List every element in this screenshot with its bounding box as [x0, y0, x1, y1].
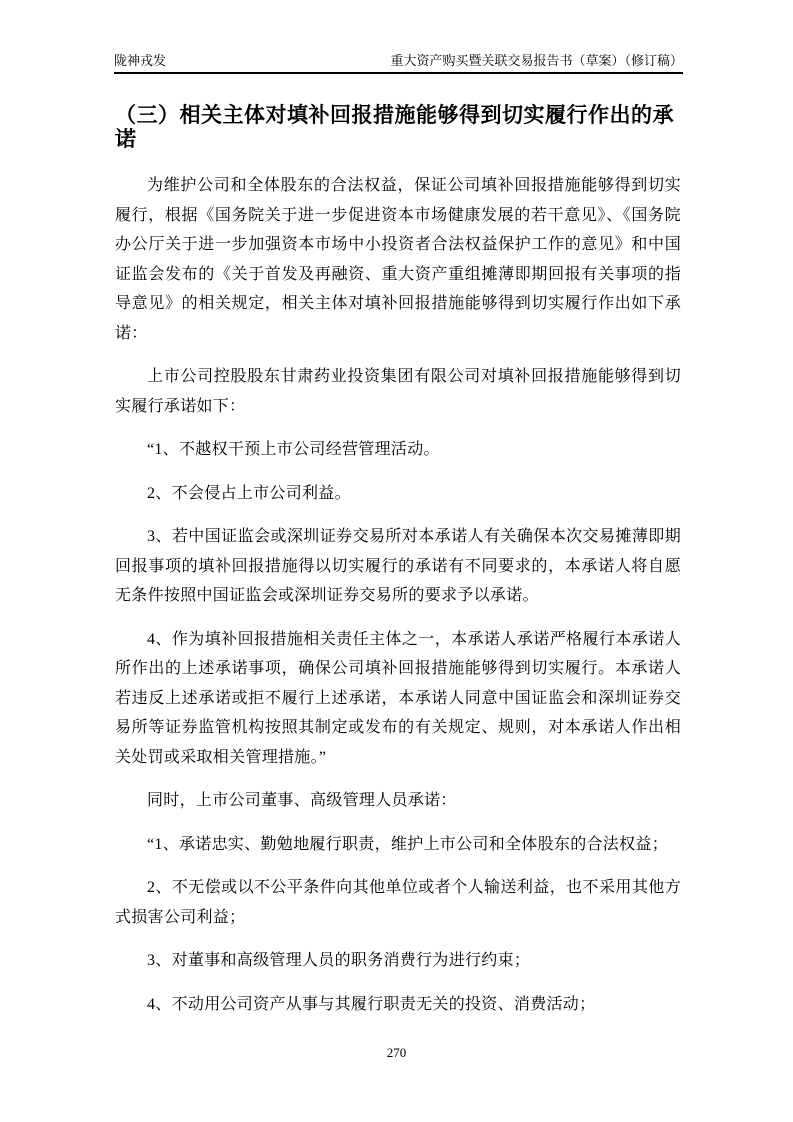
document-body [115, 104, 681, 1019]
body-paragraph: 上市公司控股股东甘肃药业投资集团有限公司对填补回报措施能够得到切实履行承诺如下： [115, 368, 681, 415]
body-paragraph: 4、作为填补回报措施相关责任主体之一，本承诺人承诺严格履行本承诺人所作出的上述承诺事项，确保公司填补回报措施能够得到切实履行。本承诺人若违反上述承诺或拒不履行上述承诺，本承诺人同意中国证监会和深圳证券交易所等证券监管机构按照其制定或发布的有关规定、规则，对本承诺人作出相关处罚或采取相关管理措施。” [115, 630, 681, 766]
body-paragraph: 同时，上市公司董事、高级管理人员承诺： [147, 792, 457, 809]
page-header [114, 0, 683, 74]
body-paragraph: “1、承诺忠实、勤勉地履行职责，维护上市公司和全体股东的合法权益； [147, 835, 669, 853]
body-paragraph: 3、对董事和高级管理人员的职务消费行为进行约束； [147, 952, 531, 969]
body-paragraph: 为维护公司和全体股东的合法权益，保证公司填补回报措施能够得到切实履行，根据《国务院关于进一步促进资本市场健康发展的若干意见》、《国务院办公厅关于进一步加强资本市场中小投资者合法权益保护工作的意见》和中国证监会发布的《关于首发及再融资、重大资产重组摊薄即期回报有关事项的指导意见》的相关规定，相关主体对填补回报措施能够得到切实履行作出如下承诺： [115, 177, 681, 342]
page-number: 270 [386, 1045, 407, 1060]
header-report-title: 重大资产购买暨关联交易报告书（草案）（修订稿） [390, 53, 683, 68]
body-paragraph: 2、不无偿或以不公平条件向其他单位或者个人输送利益，也不采用其他方式损害公司利益； [115, 879, 681, 926]
header-company-name: 陇神戎发 [114, 53, 167, 68]
body-paragraph: “1、不越权干预上市公司经营管理活动。 [147, 441, 440, 458]
section-title: （三）相关主体对填补回报措施能够得到切实履行作出的承诺 [115, 104, 674, 151]
body-paragraph: 4、不动用公司资产从事与其履行职责无关的投资、消费活动； [147, 995, 596, 1013]
body-paragraph: 3、若中国证监会或深圳证券交易所对本承诺人有关确保本次交易摊薄即期回报事项的填补回报措施得以切实履行的承诺有不同要求的，本承诺人将自愿无条件按照中国证监会或深圳证券交易所的要求予以承诺。 [115, 528, 681, 604]
body-paragraph: 2、不会侵占上市公司利益。 [147, 484, 351, 502]
